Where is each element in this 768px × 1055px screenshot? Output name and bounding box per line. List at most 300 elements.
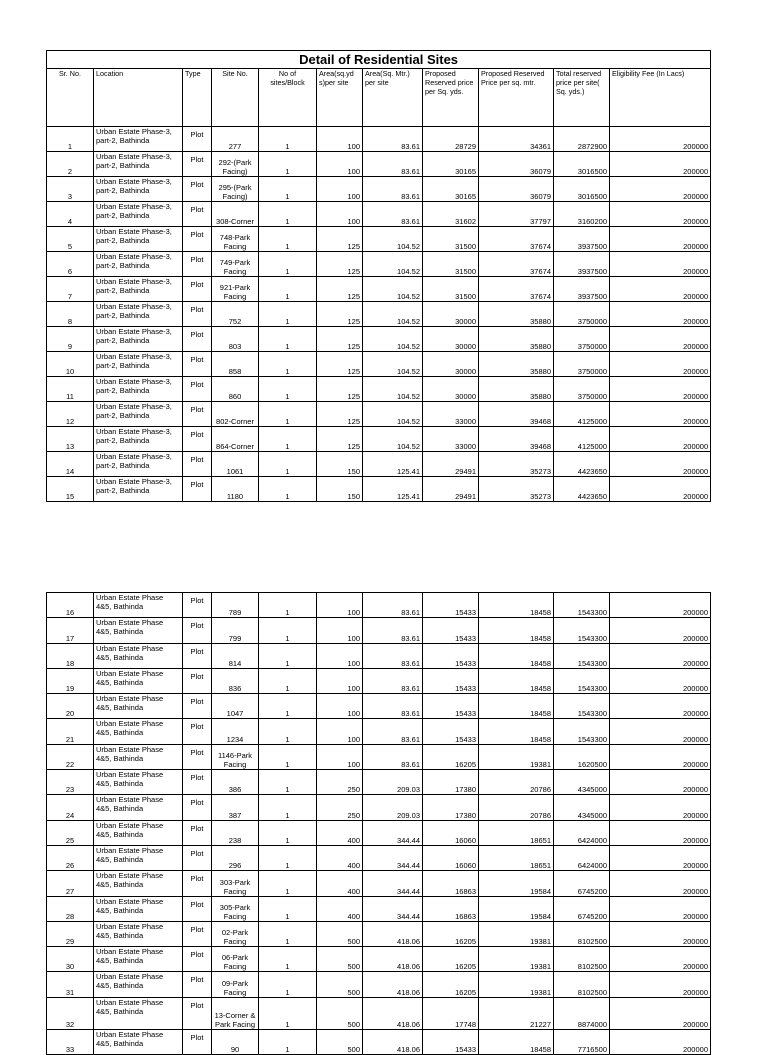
cell-type: Plot <box>183 997 212 1029</box>
cell-type: Plot <box>183 921 212 946</box>
cell-eligibility-fee: 200000 <box>610 252 711 277</box>
cell-price-per-sq-mtr: 35273 <box>479 452 554 477</box>
table-row <box>47 871 711 896</box>
cell-total-reserved-price: 1543300 <box>554 618 610 643</box>
cell-location: Urban Estate Phase-3, part-2, Bathinda <box>94 177 183 202</box>
cell-site-no: 803 <box>212 327 259 352</box>
cell-total-reserved-price: 6424000 <box>554 820 610 845</box>
cell-location: Urban Estate Phase-3, part-2, Bathinda <box>94 477 183 502</box>
cell-type: Plot <box>183 477 212 502</box>
table-row <box>47 896 711 921</box>
cell-sr-no: 19 <box>47 668 94 693</box>
table-row <box>47 1029 711 1054</box>
cell-site-no: 1061 <box>212 452 259 477</box>
cell-price-per-sq-yds: 33000 <box>423 402 479 427</box>
table-row <box>47 795 711 820</box>
cell-price-per-sq-mtr: 35880 <box>479 327 554 352</box>
cell-total-reserved-price: 8102500 <box>554 947 610 972</box>
cell-price-per-sq-yds: 15433 <box>423 719 479 744</box>
cell-area-sq-mtr: 104.52 <box>363 277 423 302</box>
cell-total-reserved-price: 1543300 <box>554 719 610 744</box>
cell-area-sq-yds: 125 <box>317 427 363 452</box>
cell-total-reserved-price: 3016500 <box>554 177 610 202</box>
cell-eligibility-fee: 200000 <box>610 921 711 946</box>
cell-total-reserved-price: 6745200 <box>554 871 610 896</box>
header-location: Location <box>94 69 183 127</box>
cell-area-sq-mtr: 104.52 <box>363 327 423 352</box>
cell-area-sq-mtr: 83.61 <box>363 668 423 693</box>
cell-no-of-sites: 1 <box>259 719 317 744</box>
table-row <box>47 694 711 719</box>
cell-sr-no: 1 <box>47 127 94 152</box>
cell-eligibility-fee: 200000 <box>610 227 711 252</box>
cell-eligibility-fee: 200000 <box>610 820 711 845</box>
cell-price-per-sq-mtr: 18458 <box>479 668 554 693</box>
cell-type: Plot <box>183 972 212 997</box>
cell-location: Urban Estate Phase 4&5, Bathinda <box>94 997 183 1029</box>
cell-no-of-sites: 1 <box>259 694 317 719</box>
table-row <box>47 452 711 477</box>
cell-site-no: 303-Park Facing <box>212 871 259 896</box>
cell-location: Urban Estate Phase 4&5, Bathinda <box>94 972 183 997</box>
cell-eligibility-fee: 200000 <box>610 452 711 477</box>
cell-no-of-sites: 1 <box>259 896 317 921</box>
cell-area-sq-mtr: 83.61 <box>363 719 423 744</box>
cell-price-per-sq-mtr: 35880 <box>479 377 554 402</box>
cell-sr-no: 28 <box>47 896 94 921</box>
cell-sr-no: 29 <box>47 921 94 946</box>
cell-price-per-sq-mtr: 19381 <box>479 921 554 946</box>
cell-price-per-sq-yds: 31500 <box>423 252 479 277</box>
cell-area-sq-yds: 100 <box>317 694 363 719</box>
cell-location: Urban Estate Phase 4&5, Bathinda <box>94 744 183 769</box>
cell-price-per-sq-yds: 16863 <box>423 871 479 896</box>
cell-eligibility-fee: 200000 <box>610 668 711 693</box>
cell-price-per-sq-yds: 17748 <box>423 997 479 1029</box>
header-type: Type <box>183 69 212 127</box>
cell-no-of-sites: 1 <box>259 477 317 502</box>
cell-eligibility-fee: 200000 <box>610 744 711 769</box>
cell-area-sq-yds: 100 <box>317 177 363 202</box>
cell-price-per-sq-mtr: 35273 <box>479 477 554 502</box>
header-total-reserved-price: Total reserved price per site( Sq. yds.) <box>554 69 610 127</box>
cell-price-per-sq-mtr: 39468 <box>479 427 554 452</box>
cell-price-per-sq-yds: 15433 <box>423 643 479 668</box>
cell-site-no: 06-Park Facing <box>212 947 259 972</box>
cell-eligibility-fee: 200000 <box>610 997 711 1029</box>
cell-area-sq-mtr: 418.06 <box>363 972 423 997</box>
cell-sr-no: 18 <box>47 643 94 668</box>
cell-sr-no: 15 <box>47 477 94 502</box>
cell-sr-no: 30 <box>47 947 94 972</box>
table-row <box>47 252 711 277</box>
cell-type: Plot <box>183 1029 212 1054</box>
cell-type: Plot <box>183 593 212 618</box>
table-row <box>47 947 711 972</box>
cell-location: Urban Estate Phase-3, part-2, Bathinda <box>94 127 183 152</box>
cell-eligibility-fee: 200000 <box>610 352 711 377</box>
cell-area-sq-yds: 500 <box>317 1029 363 1054</box>
table-row <box>47 127 711 152</box>
cell-area-sq-yds: 150 <box>317 452 363 477</box>
cell-sr-no: 31 <box>47 972 94 997</box>
cell-sr-no: 20 <box>47 694 94 719</box>
cell-area-sq-mtr: 83.61 <box>363 177 423 202</box>
cell-price-per-sq-yds: 15433 <box>423 694 479 719</box>
cell-area-sq-yds: 100 <box>317 618 363 643</box>
cell-area-sq-yds: 100 <box>317 719 363 744</box>
header-site-no: Site No. <box>212 69 259 127</box>
cell-no-of-sites: 1 <box>259 871 317 896</box>
cell-eligibility-fee: 200000 <box>610 327 711 352</box>
cell-type: Plot <box>183 302 212 327</box>
cell-eligibility-fee: 200000 <box>610 377 711 402</box>
cell-total-reserved-price: 3750000 <box>554 302 610 327</box>
cell-no-of-sites: 1 <box>259 327 317 352</box>
cell-eligibility-fee: 200000 <box>610 694 711 719</box>
cell-sr-no: 9 <box>47 327 94 352</box>
cell-no-of-sites: 1 <box>259 921 317 946</box>
cell-sr-no: 5 <box>47 227 94 252</box>
cell-site-no: 836 <box>212 668 259 693</box>
cell-type: Plot <box>183 377 212 402</box>
cell-total-reserved-price: 2872900 <box>554 127 610 152</box>
cell-sr-no: 6 <box>47 252 94 277</box>
cell-area-sq-yds: 100 <box>317 202 363 227</box>
cell-no-of-sites: 1 <box>259 402 317 427</box>
cell-price-per-sq-mtr: 18458 <box>479 593 554 618</box>
cell-total-reserved-price: 4125000 <box>554 427 610 452</box>
cell-price-per-sq-mtr: 37797 <box>479 202 554 227</box>
cell-site-no: 295-(Park Facing) <box>212 177 259 202</box>
cell-eligibility-fee: 200000 <box>610 593 711 618</box>
cell-site-no: 13-Corner & Park Facing <box>212 997 259 1029</box>
table-row <box>47 427 711 452</box>
cell-sr-no: 25 <box>47 820 94 845</box>
cell-total-reserved-price: 4125000 <box>554 402 610 427</box>
document-title: Detail of Residential Sites <box>47 51 711 69</box>
cell-location: Urban Estate Phase 4&5, Bathinda <box>94 593 183 618</box>
cell-location: Urban Estate Phase 4&5, Bathinda <box>94 694 183 719</box>
cell-site-no: 802-Corner <box>212 402 259 427</box>
cell-price-per-sq-mtr: 19584 <box>479 871 554 896</box>
cell-sr-no: 32 <box>47 997 94 1029</box>
cell-sr-no: 10 <box>47 352 94 377</box>
cell-price-per-sq-yds: 17380 <box>423 770 479 795</box>
cell-total-reserved-price: 7716500 <box>554 1029 610 1054</box>
cell-total-reserved-price: 1543300 <box>554 643 610 668</box>
cell-no-of-sites: 1 <box>259 202 317 227</box>
cell-area-sq-yds: 125 <box>317 377 363 402</box>
cell-no-of-sites: 1 <box>259 352 317 377</box>
cell-area-sq-yds: 250 <box>317 795 363 820</box>
cell-sr-no: 12 <box>47 402 94 427</box>
cell-location: Urban Estate Phase 4&5, Bathinda <box>94 770 183 795</box>
cell-eligibility-fee: 200000 <box>610 402 711 427</box>
cell-area-sq-yds: 125 <box>317 277 363 302</box>
cell-site-no: 752 <box>212 302 259 327</box>
cell-price-per-sq-yds: 31500 <box>423 227 479 252</box>
cell-site-no: 292-(Park Facing) <box>212 152 259 177</box>
residential-sites-table-top <box>46 50 711 502</box>
cell-price-per-sq-yds: 15433 <box>423 668 479 693</box>
cell-eligibility-fee: 200000 <box>610 177 711 202</box>
cell-area-sq-mtr: 104.52 <box>363 427 423 452</box>
cell-eligibility-fee: 200000 <box>610 845 711 870</box>
cell-no-of-sites: 1 <box>259 377 317 402</box>
cell-location: Urban Estate Phase-3, part-2, Bathinda <box>94 402 183 427</box>
table-row <box>47 477 711 502</box>
cell-sr-no: 3 <box>47 177 94 202</box>
cell-price-per-sq-yds: 15433 <box>423 618 479 643</box>
cell-price-per-sq-yds: 30165 <box>423 177 479 202</box>
table-row <box>47 845 711 870</box>
cell-area-sq-mtr: 418.06 <box>363 1029 423 1054</box>
cell-total-reserved-price: 3750000 <box>554 327 610 352</box>
cell-sr-no: 21 <box>47 719 94 744</box>
table-row <box>47 972 711 997</box>
cell-no-of-sites: 1 <box>259 820 317 845</box>
cell-total-reserved-price: 8102500 <box>554 972 610 997</box>
cell-price-per-sq-mtr: 37674 <box>479 277 554 302</box>
cell-area-sq-mtr: 344.44 <box>363 896 423 921</box>
cell-no-of-sites: 1 <box>259 997 317 1029</box>
cell-sr-no: 14 <box>47 452 94 477</box>
cell-price-per-sq-yds: 28729 <box>423 127 479 152</box>
cell-area-sq-yds: 500 <box>317 997 363 1029</box>
cell-no-of-sites: 1 <box>259 452 317 477</box>
cell-area-sq-mtr: 418.06 <box>363 947 423 972</box>
cell-location: Urban Estate Phase-3, part-2, Bathinda <box>94 377 183 402</box>
cell-no-of-sites: 1 <box>259 643 317 668</box>
cell-price-per-sq-mtr: 19381 <box>479 947 554 972</box>
cell-location: Urban Estate Phase 4&5, Bathinda <box>94 618 183 643</box>
cell-area-sq-yds: 100 <box>317 152 363 177</box>
cell-eligibility-fee: 200000 <box>610 477 711 502</box>
cell-price-per-sq-mtr: 19381 <box>479 972 554 997</box>
cell-eligibility-fee: 200000 <box>610 795 711 820</box>
cell-sr-no: 17 <box>47 618 94 643</box>
cell-no-of-sites: 1 <box>259 947 317 972</box>
cell-price-per-sq-yds: 31500 <box>423 277 479 302</box>
cell-site-no: 860 <box>212 377 259 402</box>
cell-type: Plot <box>183 643 212 668</box>
cell-site-no: 864-Corner <box>212 427 259 452</box>
cell-type: Plot <box>183 202 212 227</box>
cell-site-no: 277 <box>212 127 259 152</box>
cell-area-sq-mtr: 418.06 <box>363 997 423 1029</box>
cell-eligibility-fee: 200000 <box>610 1029 711 1054</box>
cell-site-no: 1146-Park Facing <box>212 744 259 769</box>
cell-area-sq-yds: 125 <box>317 227 363 252</box>
cell-no-of-sites: 1 <box>259 795 317 820</box>
cell-location: Urban Estate Phase 4&5, Bathinda <box>94 795 183 820</box>
cell-sr-no: 33 <box>47 1029 94 1054</box>
header-price-per-sq-yds: Proposed Reserved price per Sq. yds. <box>423 69 479 127</box>
cell-site-no: 1047 <box>212 694 259 719</box>
cell-total-reserved-price: 4345000 <box>554 770 610 795</box>
cell-area-sq-yds: 125 <box>317 252 363 277</box>
cell-sr-no: 22 <box>47 744 94 769</box>
table-row <box>47 377 711 402</box>
cell-location: Urban Estate Phase-3, part-2, Bathinda <box>94 227 183 252</box>
cell-site-no: 305-Park Facing <box>212 896 259 921</box>
cell-area-sq-mtr: 83.61 <box>363 694 423 719</box>
cell-location: Urban Estate Phase 4&5, Bathinda <box>94 947 183 972</box>
cell-total-reserved-price: 3750000 <box>554 377 610 402</box>
cell-area-sq-mtr: 83.61 <box>363 202 423 227</box>
header-area-sq-mtr: Area(Sq. Mtr.) per site <box>363 69 423 127</box>
cell-area-sq-mtr: 418.06 <box>363 921 423 946</box>
cell-site-no: 1234 <box>212 719 259 744</box>
table-row <box>47 302 711 327</box>
cell-no-of-sites: 1 <box>259 127 317 152</box>
cell-area-sq-mtr: 83.61 <box>363 618 423 643</box>
table-body-bottom <box>47 593 711 1055</box>
cell-area-sq-yds: 100 <box>317 643 363 668</box>
cell-price-per-sq-mtr: 34361 <box>479 127 554 152</box>
table-row <box>47 402 711 427</box>
cell-site-no: 814 <box>212 643 259 668</box>
cell-area-sq-mtr: 125.41 <box>363 452 423 477</box>
cell-eligibility-fee: 200000 <box>610 618 711 643</box>
cell-price-per-sq-mtr: 18458 <box>479 694 554 719</box>
cell-price-per-sq-mtr: 19584 <box>479 896 554 921</box>
cell-price-per-sq-yds: 30000 <box>423 302 479 327</box>
cell-area-sq-mtr: 83.61 <box>363 643 423 668</box>
cell-eligibility-fee: 200000 <box>610 972 711 997</box>
cell-type: Plot <box>183 327 212 352</box>
cell-location: Urban Estate Phase 4&5, Bathinda <box>94 896 183 921</box>
cell-price-per-sq-yds: 30000 <box>423 352 479 377</box>
cell-no-of-sites: 1 <box>259 618 317 643</box>
cell-total-reserved-price: 6745200 <box>554 896 610 921</box>
cell-total-reserved-price: 8874000 <box>554 997 610 1029</box>
cell-price-per-sq-yds: 16863 <box>423 896 479 921</box>
cell-sr-no: 27 <box>47 871 94 896</box>
cell-no-of-sites: 1 <box>259 972 317 997</box>
cell-type: Plot <box>183 277 212 302</box>
cell-total-reserved-price: 3160200 <box>554 202 610 227</box>
cell-sr-no: 24 <box>47 795 94 820</box>
cell-price-per-sq-mtr: 18458 <box>479 618 554 643</box>
cell-site-no: 386 <box>212 770 259 795</box>
cell-location: Urban Estate Phase 4&5, Bathinda <box>94 845 183 870</box>
cell-price-per-sq-yds: 30000 <box>423 377 479 402</box>
cell-price-per-sq-yds: 29491 <box>423 477 479 502</box>
table-row <box>47 152 711 177</box>
table-row <box>47 618 711 643</box>
cell-price-per-sq-yds: 30000 <box>423 327 479 352</box>
cell-sr-no: 7 <box>47 277 94 302</box>
cell-sr-no: 23 <box>47 770 94 795</box>
cell-area-sq-yds: 400 <box>317 896 363 921</box>
cell-location: Urban Estate Phase-3, part-2, Bathinda <box>94 202 183 227</box>
cell-area-sq-mtr: 344.44 <box>363 845 423 870</box>
cell-total-reserved-price: 1543300 <box>554 593 610 618</box>
cell-area-sq-mtr: 83.61 <box>363 152 423 177</box>
cell-type: Plot <box>183 252 212 277</box>
cell-eligibility-fee: 200000 <box>610 302 711 327</box>
cell-eligibility-fee: 200000 <box>610 719 711 744</box>
cell-area-sq-yds: 125 <box>317 402 363 427</box>
cell-price-per-sq-yds: 15433 <box>423 593 479 618</box>
cell-site-no: 921-Park Facing <box>212 277 259 302</box>
cell-type: Plot <box>183 227 212 252</box>
cell-eligibility-fee: 200000 <box>610 427 711 452</box>
cell-type: Plot <box>183 668 212 693</box>
cell-total-reserved-price: 3937500 <box>554 252 610 277</box>
cell-area-sq-yds: 100 <box>317 744 363 769</box>
table-row <box>47 719 711 744</box>
table-row <box>47 227 711 252</box>
cell-total-reserved-price: 4423650 <box>554 452 610 477</box>
cell-eligibility-fee: 200000 <box>610 152 711 177</box>
cell-site-no: 789 <box>212 593 259 618</box>
cell-site-no: 09-Park Facing <box>212 972 259 997</box>
cell-location: Urban Estate Phase 4&5, Bathinda <box>94 668 183 693</box>
cell-no-of-sites: 1 <box>259 427 317 452</box>
table-header-row <box>47 69 711 127</box>
cell-eligibility-fee: 200000 <box>610 127 711 152</box>
cell-no-of-sites: 1 <box>259 744 317 769</box>
cell-type: Plot <box>183 744 212 769</box>
cell-price-per-sq-mtr: 35880 <box>479 302 554 327</box>
cell-price-per-sq-mtr: 39468 <box>479 402 554 427</box>
cell-total-reserved-price: 3937500 <box>554 277 610 302</box>
cell-price-per-sq-yds: 31602 <box>423 202 479 227</box>
cell-type: Plot <box>183 845 212 870</box>
header-sr-no: Sr. No. <box>47 69 94 127</box>
cell-sr-no: 8 <box>47 302 94 327</box>
cell-location: Urban Estate Phase-3, part-2, Bathinda <box>94 252 183 277</box>
cell-area-sq-yds: 400 <box>317 820 363 845</box>
cell-area-sq-yds: 100 <box>317 593 363 618</box>
cell-price-per-sq-mtr: 18651 <box>479 845 554 870</box>
cell-area-sq-mtr: 344.44 <box>363 871 423 896</box>
cell-price-per-sq-mtr: 18651 <box>479 820 554 845</box>
cell-price-per-sq-mtr: 20786 <box>479 770 554 795</box>
cell-price-per-sq-mtr: 18458 <box>479 643 554 668</box>
cell-price-per-sq-yds: 16205 <box>423 947 479 972</box>
cell-price-per-sq-mtr: 37674 <box>479 227 554 252</box>
cell-area-sq-mtr: 104.52 <box>363 352 423 377</box>
cell-no-of-sites: 1 <box>259 252 317 277</box>
cell-no-of-sites: 1 <box>259 1029 317 1054</box>
cell-sr-no: 13 <box>47 427 94 452</box>
table-row <box>47 327 711 352</box>
cell-location: Urban Estate Phase 4&5, Bathinda <box>94 820 183 845</box>
cell-price-per-sq-yds: 29491 <box>423 452 479 477</box>
cell-area-sq-mtr: 104.52 <box>363 377 423 402</box>
table-body-top <box>47 127 711 502</box>
cell-type: Plot <box>183 694 212 719</box>
cell-type: Plot <box>183 820 212 845</box>
cell-location: Urban Estate Phase 4&5, Bathinda <box>94 921 183 946</box>
cell-price-per-sq-yds: 17380 <box>423 795 479 820</box>
cell-location: Urban Estate Phase 4&5, Bathinda <box>94 871 183 896</box>
cell-price-per-sq-yds: 16060 <box>423 845 479 870</box>
cell-sr-no: 4 <box>47 202 94 227</box>
cell-area-sq-yds: 500 <box>317 947 363 972</box>
cell-area-sq-mtr: 104.52 <box>363 252 423 277</box>
cell-no-of-sites: 1 <box>259 668 317 693</box>
cell-site-no: 296 <box>212 845 259 870</box>
cell-total-reserved-price: 8102500 <box>554 921 610 946</box>
cell-type: Plot <box>183 795 212 820</box>
cell-eligibility-fee: 200000 <box>610 202 711 227</box>
cell-location: Urban Estate Phase-3, part-2, Bathinda <box>94 452 183 477</box>
